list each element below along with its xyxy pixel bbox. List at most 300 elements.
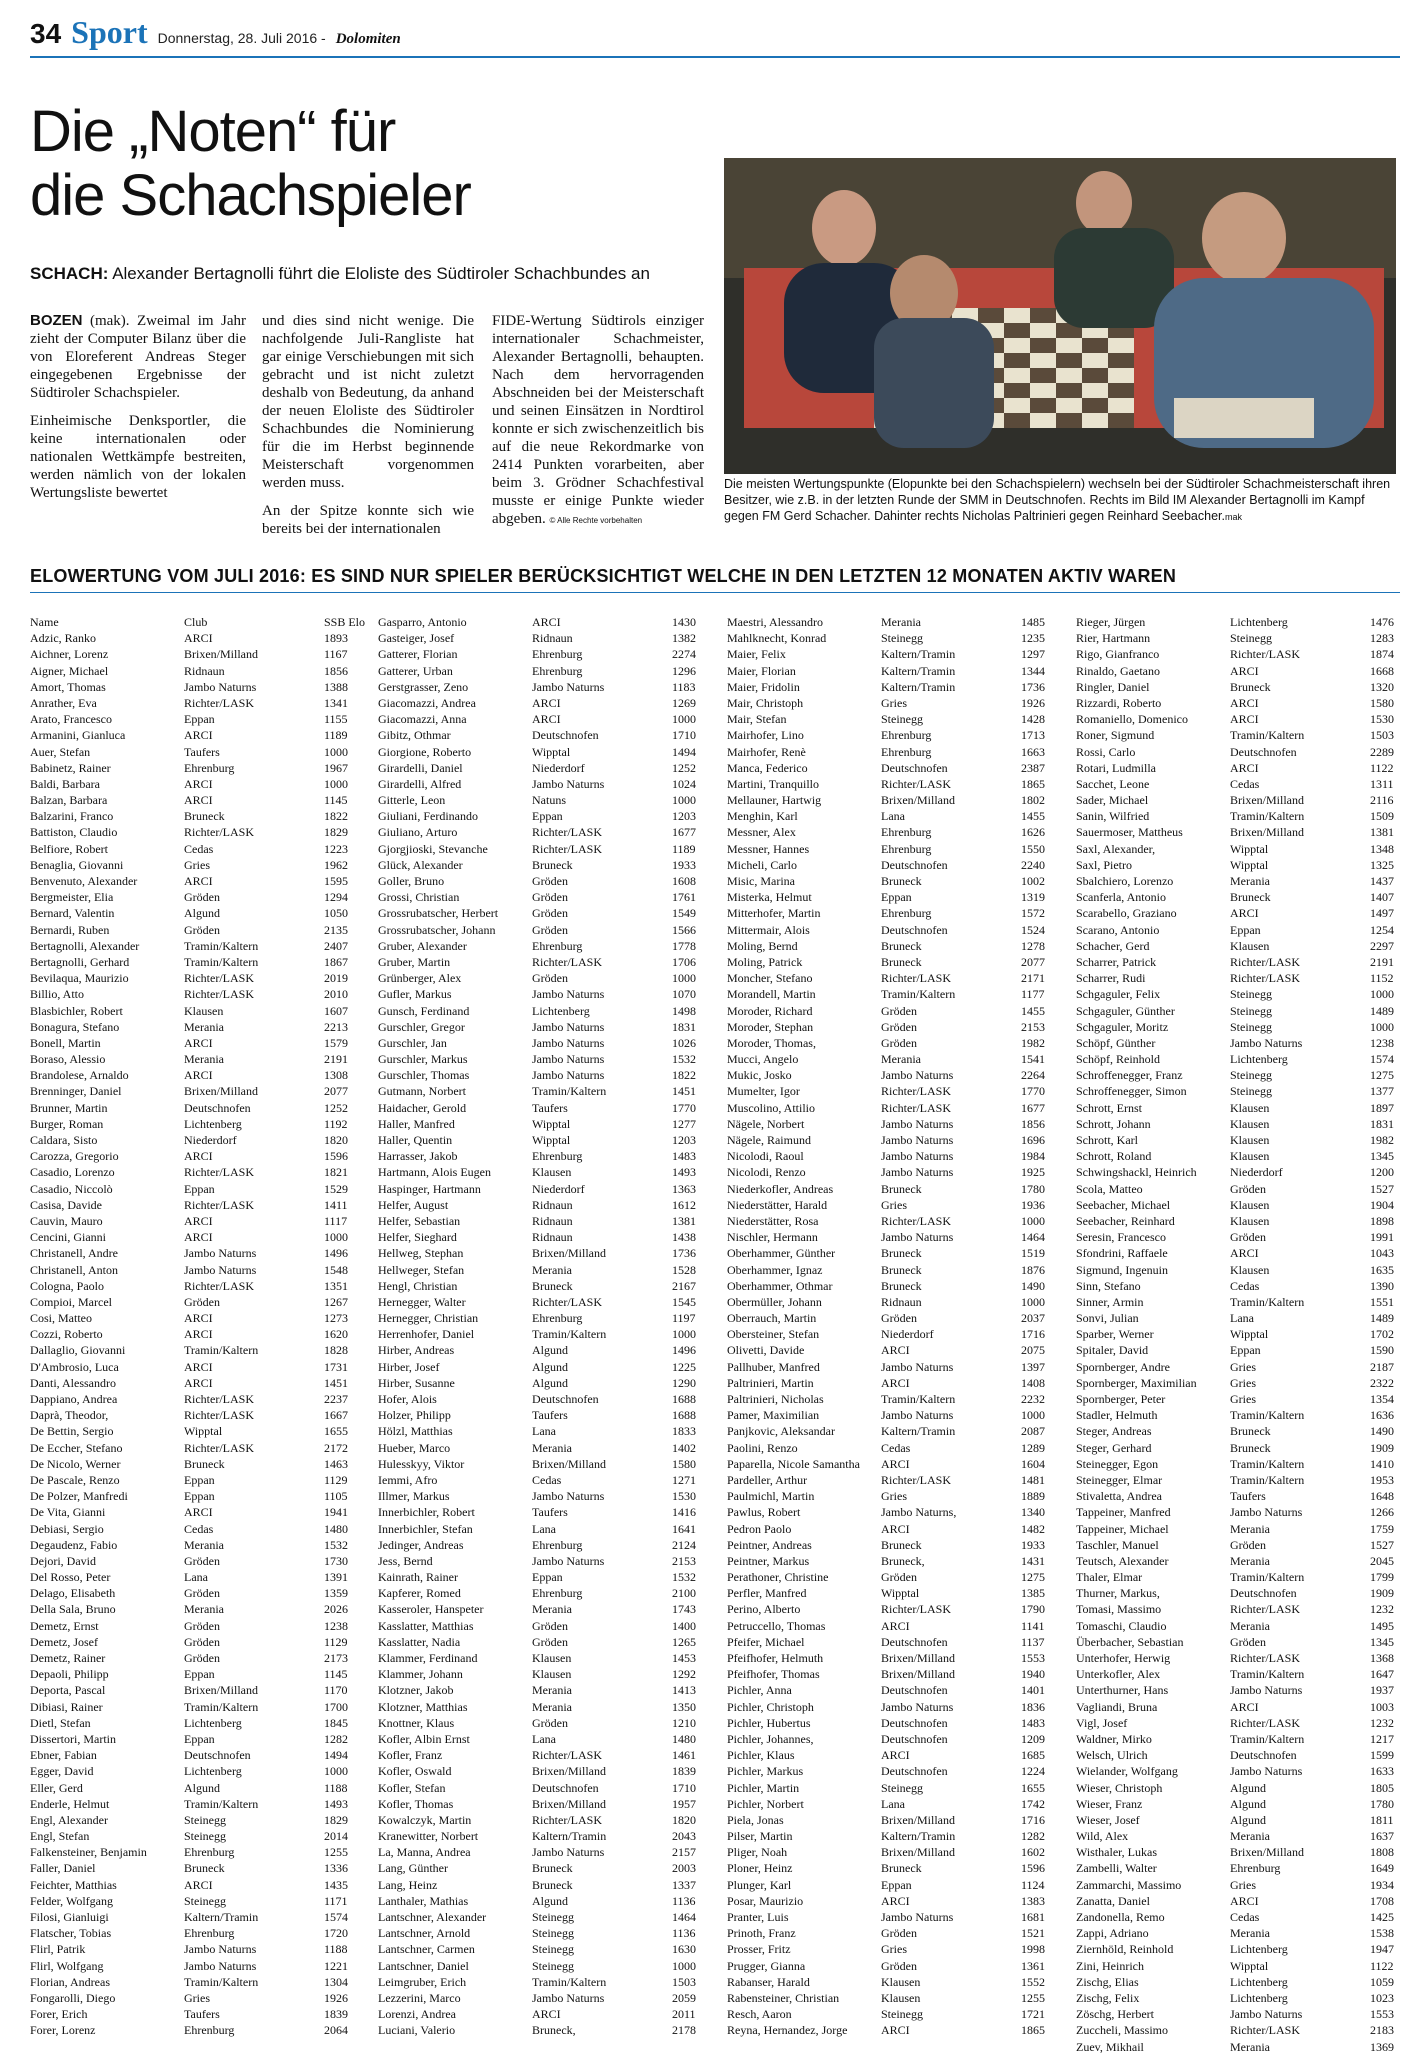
player-club: Richter/LASK [184,1440,254,1455]
player-name: De Nicolo, Werner [30,1456,121,1471]
player-name: Wieser, Christoph [1076,1780,1163,1795]
player-club: Gröden [1230,1181,1266,1196]
player-club: Jambo Naturns, [881,1505,957,1520]
player-elo: 1050 [324,906,348,921]
player-elo: 1481 [1021,1472,1045,1487]
headline [30,100,710,228]
player-club: Jambo Naturns [184,1942,257,1957]
table-row [378,970,723,986]
player-name: Jedinger, Andreas [378,1537,464,1552]
player-elo: 2171 [1021,971,1045,986]
player-elo: 1904 [1370,1197,1394,1212]
player-elo: 1677 [1021,1100,1045,1115]
dateline: BOZEN [30,312,83,329]
player-elo: 2064 [324,2023,348,2038]
player-name: Tomaschi, Claudio [1076,1618,1167,1633]
player-club: Jambo Naturns [184,1262,257,1277]
table-row [378,1035,723,1051]
player-elo: 1503 [1370,728,1394,743]
table-row [30,1893,375,1909]
player-club: Gröden [881,1003,917,1018]
player-elo: 1953 [1370,1472,1394,1487]
player-name: Bergmeister, Elia [30,890,114,905]
table-row [727,970,1072,986]
table-row [1076,1844,1414,1860]
table-title: ELOWERTUNG VOM JULI 2016: ES SIND NUR SPIELER BERÜCKSICHTIGT WELCHE IN DEN LETZTEN 12 MONATEN AKTIV WAREN [30,566,1400,593]
player-club: Jambo Naturns [532,1845,605,1860]
player-club: ARCI [184,1068,213,1083]
player-name: Christanell, Andre [30,1246,118,1261]
player-elo: 1833 [672,1424,696,1439]
table-row [727,1035,1072,1051]
player-elo: 1455 [1021,809,1045,824]
player-elo: 1856 [1021,1116,1045,1131]
player-name: Moroder, Thomas, [727,1035,816,1050]
table-row [30,1440,375,1456]
player-name: Giacomazzi, Andrea [378,695,476,710]
player-name: Illmer, Markus [378,1489,450,1504]
table-row [378,1569,723,1585]
player-name: Gatterer, Urban [378,663,453,678]
table-row [30,1164,375,1180]
player-elo: 1000 [1370,1019,1394,1034]
player-club: ARCI [184,1035,213,1050]
player-elo: 1407 [1370,890,1394,905]
player-elo: 1893 [324,631,348,646]
player-elo: 1553 [1370,2007,1394,2022]
player-club: Algund [532,1359,568,1374]
player-club: Taufers [532,1408,568,1423]
player-elo: 1926 [324,1990,348,2005]
player-elo: 1359 [324,1586,348,1601]
player-elo: 1982 [1370,1133,1394,1147]
table-row [30,614,375,630]
table-row [727,1294,1072,1310]
table-row [378,824,723,840]
table-row [30,922,375,938]
player-name: Goller, Bruno [378,874,445,888]
player-elo: 1483 [1021,1715,1045,1730]
player-elo: 1532 [672,1052,696,1067]
player-name: Pichler, Christoph [727,1699,814,1714]
player-elo: 1348 [1370,841,1394,856]
player-elo: 1177 [1021,987,1045,1002]
player-elo: 1155 [324,712,348,727]
table-row [30,1067,375,1083]
table-row [727,1974,1072,1990]
player-club: Brixen/Milland [1230,793,1304,808]
player-name: Hernegger, Christian [378,1311,479,1326]
table-row [727,1359,1072,1375]
player-club: Jambo Naturns [532,987,605,1002]
table-row [378,1116,723,1132]
player-club: Klausen [532,1651,572,1665]
player-club: Natuns [532,793,566,808]
player-elo: 1368 [1370,1651,1394,1665]
player-name: Olivetti, Davide [727,1343,805,1358]
player-name: De Pascale, Renzo [30,1472,120,1487]
player-name: Scharrer, Patrick [1076,954,1157,969]
player-club: Lichtenberg [184,1715,242,1730]
kicker: SCHACH: [30,264,109,283]
player-elo: 1933 [672,857,696,872]
table-row [378,1650,723,1666]
player-name: Pliger, Noah [727,1845,788,1860]
table-row [1076,889,1414,905]
player-club: Klausen [1230,1100,1270,1115]
table-row [30,792,375,808]
player-elo: 1416 [672,1505,696,1520]
player-club: Lichtenberg [184,1116,242,1131]
player-name: Burger, Roman [30,1116,104,1131]
table-row [727,1197,1072,1213]
player-name: Dissertori, Martin [30,1731,116,1746]
table-row [1076,857,1414,873]
player-elo: 1129 [324,1472,348,1487]
player-club: Gröden [532,1634,568,1649]
player-club: Jambo Naturns [532,1052,605,1067]
table-row [1076,1650,1414,1666]
table-row [1076,1051,1414,1067]
player-club: Jambo Naturns [532,1019,605,1034]
player-elo: 1145 [324,1667,348,1682]
table-row [727,954,1072,970]
player-club: Tramin/Kaltern [881,1392,956,1406]
table-row [1076,1958,1414,1974]
table-row [727,1051,1072,1067]
player-elo: 1308 [324,1068,348,1083]
player-name: Hengl, Christian [378,1278,458,1293]
player-elo: 1354 [1370,1392,1394,1406]
table-row [727,1083,1072,1099]
player-elo: 1802 [1021,793,1045,808]
player-elo: 1889 [1021,1489,1045,1504]
table-row [378,727,723,743]
player-name: Auer, Stefan [30,744,91,759]
table-row [378,808,723,824]
player-name: Micheli, Carlo [727,857,797,872]
player-club: Jambo Naturns [532,1068,605,1083]
table-row [727,1229,1072,1245]
table-row [30,1747,375,1763]
player-name: Bonagura, Stefano [30,1019,120,1034]
table-row [1076,1375,1414,1391]
player-name: Rossi, Carlo [1076,744,1136,759]
player-name: Casadio, Niccolò [30,1181,113,1196]
table-row [727,1990,1072,2006]
player-name: Muscolino, Attilio [727,1100,816,1115]
player-club: Bruneck [532,1278,573,1293]
player-club: ARCI [184,1505,213,1520]
table-row [378,1132,723,1148]
player-elo: 1430 [672,615,696,629]
player-club: Brixen/Milland [532,1796,606,1811]
table-row [1076,1877,1414,1893]
player-club: Brixen/Milland [881,1845,955,1860]
player-name: Steger, Gerhard [1076,1440,1152,1455]
player-elo: 1463 [324,1456,348,1471]
player-name: Niederstätter, Harald [727,1197,828,1212]
player-elo: 1189 [672,841,696,856]
player-name: Rigo, Gianfranco [1076,647,1160,662]
table-row [378,1828,723,1844]
table-row [378,1003,723,1019]
table-row [1076,1035,1414,1051]
player-club: Taufers [532,1100,568,1115]
player-club: Kaltern/Tramin [881,679,956,694]
table-row [1076,695,1414,711]
table-row [378,1181,723,1197]
player-elo: 1708 [1370,1893,1394,1908]
player-elo: 1464 [672,1910,696,1924]
player-name: Nägele, Raimund [727,1133,811,1147]
table-row [378,1812,723,1828]
player-club: Jambo Naturns [532,776,605,791]
player-elo: 1496 [324,1246,348,1261]
table-row [1076,2022,1414,2038]
player-club: Steinegg [881,2007,923,2022]
player-club: Deutschnofen [184,1748,251,1763]
player-name: Haller, Manfred [378,1116,455,1131]
player-club: Lana [881,809,905,824]
table-row [1076,1925,1414,1941]
table-row [30,938,375,954]
player-club: Brixen/Milland [184,1683,258,1698]
table-row [30,1844,375,1860]
table-row [1076,1132,1414,1148]
player-club: Lana [532,1731,556,1746]
player-club: Deutschnofen [532,1392,599,1406]
table-row [1076,1731,1414,1747]
player-elo: 2014 [324,1829,348,1844]
player-club: Brixen/Milland [532,1246,606,1261]
player-name: Kasseroler, Hanspeter [378,1602,484,1617]
player-club: Brixen/Milland [881,1651,955,1665]
player-club: Steinegg [1230,1019,1272,1034]
table-row [727,1537,1072,1553]
player-name: Sader, Michael [1076,793,1149,808]
player-elo: 1602 [1021,1845,1045,1860]
player-club: ARCI [532,695,561,710]
player-elo: 2087 [1021,1424,1045,1439]
player-club: Ehrenburg [184,2023,235,2038]
table-row [727,630,1072,646]
player-elo: 1828 [324,1343,348,1358]
player-club: Steinegg [184,1812,226,1827]
player-name: Panjkovic, Aleksandar [727,1424,835,1439]
player-name: Eller, Gerd [30,1780,83,1795]
player-elo: 1402 [672,1440,696,1455]
table-row [30,1407,375,1423]
player-name: Innerbichler, Robert [378,1505,475,1520]
player-elo: 1604 [1021,1456,1045,1471]
player-club: Gröden [184,1553,220,1568]
table-row [727,824,1072,840]
player-club: Richter/LASK [532,841,602,856]
player-elo: 1677 [672,825,696,840]
player-elo: 1553 [1021,1651,1045,1665]
player-club: Richter/LASK [881,971,951,986]
player-club: ARCI [184,1375,213,1390]
player-club: Merania [1230,2039,1270,2054]
table-row [727,1245,1072,1261]
player-name: Kofler, Oswald [378,1764,452,1779]
table-row [30,986,375,1002]
player-club: Tramin/Kaltern [184,1974,259,1989]
player-club: Kaltern/Tramin [881,1829,956,1844]
player-elo: 1799 [1370,1570,1394,1585]
player-elo: 2191 [324,1052,348,1067]
player-elo: 1455 [1021,1003,1045,1018]
player-name: Saxl, Alexander, [1076,841,1156,856]
subheadline-text: Alexander Bertagnolli führt die Eloliste des Südtiroler Schachbundes an [112,264,650,283]
player-name: Rabanser, Harald [727,1974,810,1989]
player-club: Kaltern/Tramin [881,647,956,662]
player-club: Algund [1230,1796,1266,1811]
player-elo: 2240 [1021,857,1045,872]
player-elo: 1480 [324,1521,348,1536]
table-row [30,1342,375,1358]
player-elo: 1238 [1370,1035,1394,1050]
player-name: Zischg, Elias [1076,1974,1139,1989]
table-row [727,711,1072,727]
player-club: Richter/LASK [1230,2023,1300,2038]
player-elo: 1390 [1370,1278,1394,1293]
table-row [1076,663,1414,679]
table-row [378,630,723,646]
player-club: Merania [184,1602,224,1617]
table-row [30,1051,375,1067]
player-name: Sigmund, Ingenuin [1076,1262,1168,1277]
table-row [378,1100,723,1116]
table-row [30,1666,375,1682]
player-name: Aigner, Michael [30,663,109,678]
table-row [1076,1164,1414,1180]
player-name: Cologna, Paolo [30,1278,104,1293]
player-club: Jambo Naturns [1230,1505,1303,1520]
player-elo: 1145 [324,793,348,808]
player-club: Ridnaun [532,1197,573,1212]
player-elo: 1428 [1021,712,1045,727]
player-club: Eppan [1230,1343,1261,1358]
table-row [1076,1181,1414,1197]
player-name: Perathoner, Christine [727,1570,829,1585]
player-elo: 1937 [1370,1683,1394,1698]
table-row [30,1116,375,1132]
player-elo: 2135 [324,922,348,937]
player-elo: 1003 [1370,1699,1394,1714]
table-row [727,1634,1072,1650]
table-row [378,1682,723,1698]
player-name: Hirber, Josef [378,1359,440,1374]
player-elo: 1320 [1370,679,1394,694]
player-name: Innerbichler, Stefan [378,1521,473,1536]
player-elo: 1528 [672,1262,696,1277]
player-club: Eppan [881,1877,912,1892]
table-row [1076,1812,1414,1828]
player-elo: 1382 [672,631,696,646]
player-club: Algund [184,1780,220,1795]
table-row [1076,986,1414,1002]
player-elo: 1822 [672,1068,696,1083]
player-name: Armanini, Gianluca [30,728,126,743]
player-elo: 1000 [672,1958,696,1973]
player-elo: 1124 [1021,1877,1045,1892]
player-club: Bruneck, [881,1553,925,1568]
player-elo: 2077 [1021,954,1045,969]
player-name: Petruccello, Thomas [727,1618,826,1633]
player-name: D'Ambrosio, Luca [30,1359,119,1374]
player-elo: 1137 [1021,1634,1045,1649]
table-row [378,1521,723,1537]
player-elo: 1200 [1370,1165,1394,1180]
table-row [30,1731,375,1747]
player-club: Eppan [184,1472,215,1487]
player-club: Richter/LASK [1230,1715,1300,1730]
player-elo: 1655 [324,1424,348,1439]
player-elo: 1043 [1370,1246,1394,1261]
player-club: Steinegg [1230,1068,1272,1083]
player-elo: 1341 [324,695,348,710]
player-elo: 1340 [1021,1505,1045,1520]
player-club: Deutschnofen [1230,1586,1297,1601]
player-club: Steinegg [881,712,923,727]
player-elo: 1721 [1021,2007,1045,2022]
player-club: Ridnaun [532,1213,573,1228]
player-club: Merania [532,1683,572,1698]
player-club: Tramin/Kaltern [1230,809,1305,824]
paragraph-1: BOZEN (mak). Zweimal im Jahr zieht der Computer Bilanz über die von Eloreferent Andreas Steger eingegebenen Ergebnisse der Südtiroler Schachspieler. [30,312,246,401]
player-name: Paltrinieri, Nicholas [727,1392,824,1406]
table-row [378,1601,723,1617]
player-elo: 1696 [1021,1133,1045,1147]
player-club: Klausen [532,1165,572,1180]
player-name: Stadler, Helmuth [1076,1408,1158,1423]
player-club: Gries [881,695,907,710]
table-row [1076,1521,1414,1537]
player-club: Jambo Naturns [532,1035,605,1050]
player-club: Gröden [881,1019,917,1034]
player-club: Richter/LASK [881,776,951,791]
player-name: Lang, Günther [378,1861,448,1876]
player-club: Brixen/Milland [881,793,955,808]
player-name: Ploner, Heinz [727,1861,793,1876]
player-elo: 1909 [1370,1440,1394,1455]
player-name: Dappiano, Andrea [30,1392,118,1406]
player-name: Pichler, Markus [727,1764,804,1779]
player-name: Wisthaler, Lukas [1076,1845,1158,1860]
player-elo: 1297 [1021,647,1045,662]
table-row [30,1925,375,1941]
table-row [727,2006,1072,2022]
player-name: Casisa, Davide [30,1197,102,1212]
player-club: Richter/LASK [184,825,254,840]
player-elo: 1167 [324,647,348,662]
player-name: Sonvi, Julian [1076,1311,1139,1326]
table-row [1076,1407,1414,1423]
player-club: Gröden [532,874,568,888]
player-elo: 1493 [672,1165,696,1180]
table-row [30,744,375,760]
player-elo: 1898 [1370,1213,1394,1228]
table-row [378,873,723,889]
player-club: Gröden [184,1651,220,1665]
player-elo: 2075 [1021,1343,1045,1358]
table-row [30,1569,375,1585]
table-row [378,1780,723,1796]
player-club: Steinegg [532,1942,574,1957]
player-elo: 1836 [1021,1699,1045,1714]
